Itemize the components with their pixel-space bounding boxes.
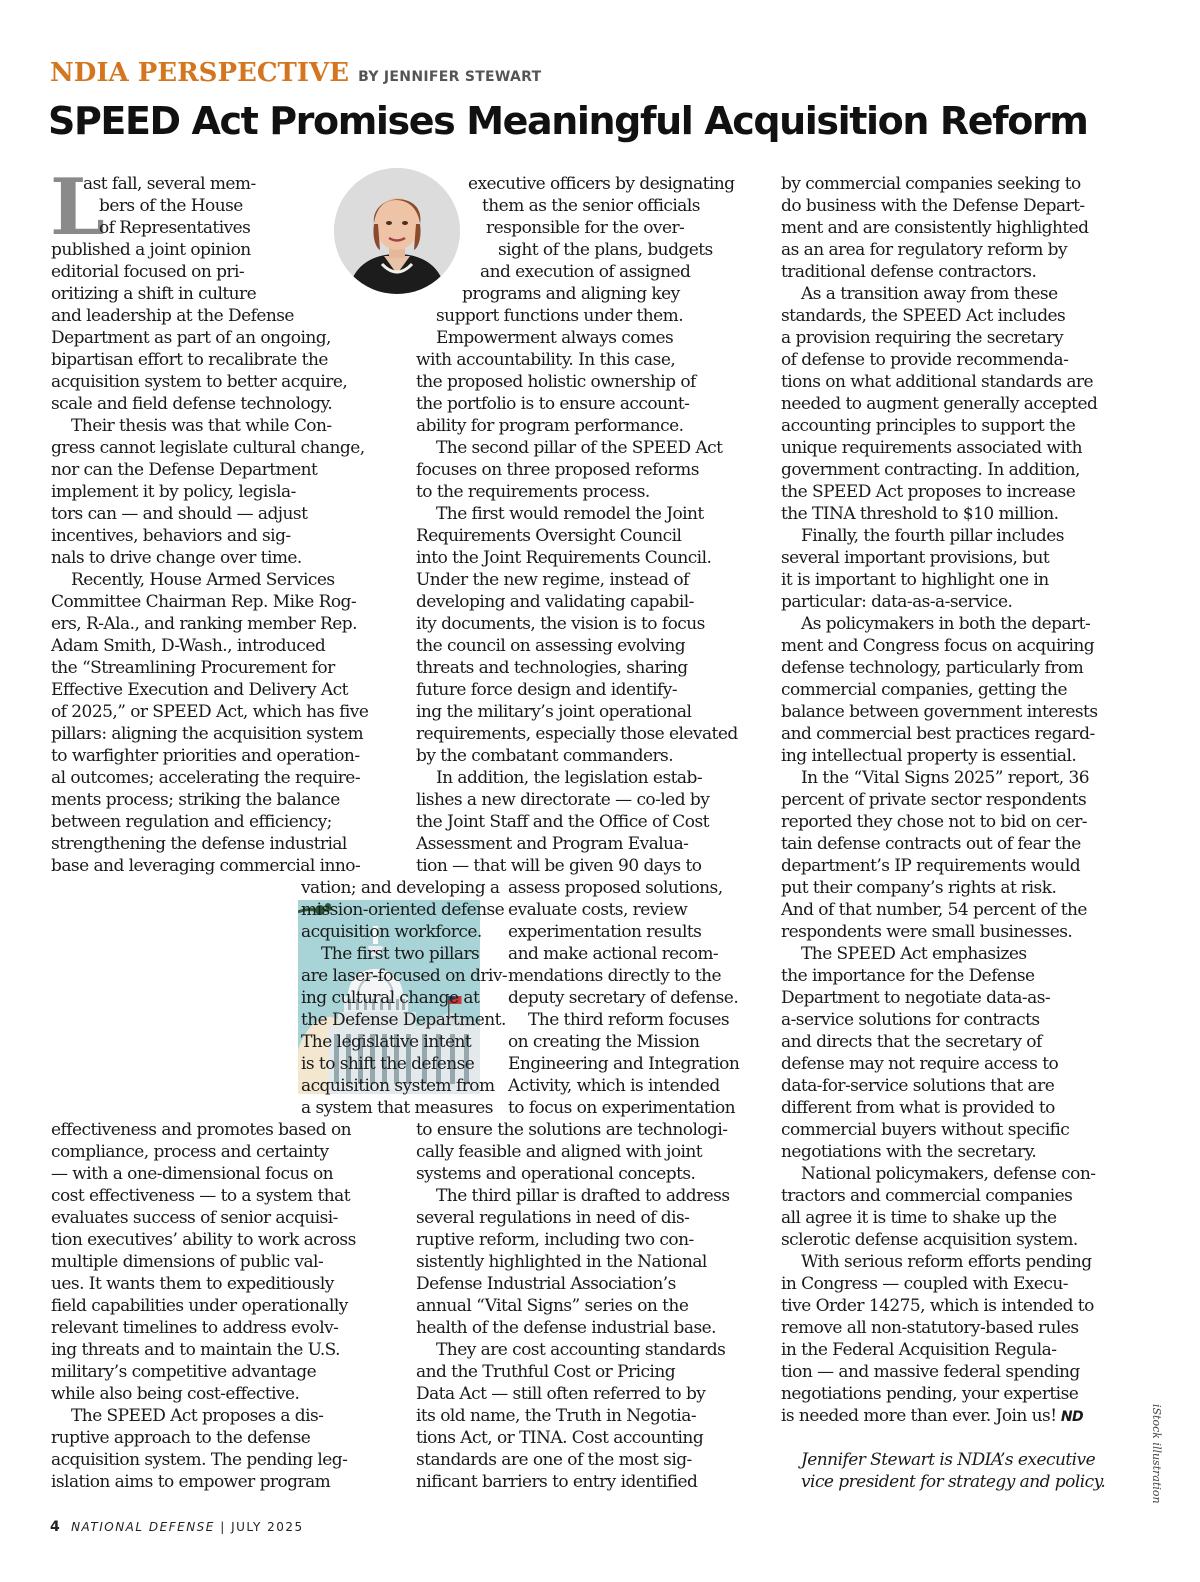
text-line: to focus on experimentation [508, 1098, 736, 1118]
text-line: by the combatant commanders. [416, 746, 674, 766]
text-line: ruptive reform, including two con- [416, 1230, 694, 1250]
text-line: Empowerment always comes [436, 328, 674, 348]
text-line: a system that measures [301, 1098, 493, 1118]
text-line: threats and technologies, sharing [416, 658, 688, 678]
text-line: defense technology, particularly from [781, 658, 1084, 678]
text-line: traditional defense contractors. [781, 262, 1037, 282]
text-line: islation aims to empower program [51, 1472, 331, 1492]
text-line: are laser-focused on driv- [301, 966, 508, 986]
text-line: The SPEED Act proposes a dis- [71, 1406, 324, 1426]
text-line: different from what is provided to [781, 1098, 1055, 1118]
text-line: tion — and massive federal spending [781, 1362, 1080, 1382]
photo-credit [1143, 1404, 1169, 1504]
column-2 [416, 173, 739, 1493]
text-line: acquisition system. The pending leg- [51, 1450, 348, 1470]
section-label: NDIA PERSPECTIVE [50, 58, 350, 88]
text-line: sight of the plans, budgets [498, 240, 713, 260]
text-line: future force design and identify- [416, 680, 678, 700]
text-line: ues. It wants them to expeditiously [51, 1274, 334, 1294]
text-line: and commercial best practices regard- [781, 724, 1095, 744]
text-line: executive officers by designating [468, 174, 735, 194]
text-line: The third reform focuses [528, 1010, 730, 1030]
text-line: editorial focused on pri- [51, 262, 245, 282]
page-number: 4 [50, 1519, 60, 1535]
text-line: lishes a new directorate — co-led by [416, 790, 710, 810]
text-line: the Defense Department. [301, 1010, 506, 1030]
text-line: government contracting. In addition, [781, 460, 1080, 480]
text-line: Activity, which is intended [508, 1076, 720, 1096]
text-line: gress cannot legislate cultural change, [51, 438, 365, 458]
text-line: published a joint opinion [51, 240, 251, 260]
text-line: — with a one-dimensional focus on [51, 1164, 334, 1184]
photo-credit-text: iStock illustration [1150, 1404, 1163, 1504]
text-line: tain defense contracts out of fear the [781, 834, 1081, 854]
text-line: With serious reform efforts pending [801, 1252, 1092, 1272]
text-line: Under the new regime, instead of [416, 570, 689, 590]
text-line: Finally, the fourth pillar includes [801, 526, 1064, 546]
text-line: acquisition system to better acquire, [51, 372, 348, 392]
text-line: while also being cost-effective. [51, 1384, 300, 1404]
footer-separator: | [220, 1520, 226, 1534]
text-line: strengthening the defense industrial [51, 834, 347, 854]
text-line: Data Act — still often referred to by [416, 1384, 706, 1404]
text-line: The first would remodel the Joint [436, 504, 704, 524]
text-line: department’s IP requirements would [781, 856, 1081, 876]
column-3 [781, 173, 1105, 1493]
text-line: Defense Industrial Association’s [416, 1274, 676, 1294]
text-line: responsible for the over- [486, 218, 685, 238]
text-line: relevant timelines to address evolv- [51, 1318, 339, 1338]
issue-date: JULY 2025 [231, 1520, 304, 1534]
text-line: The second pillar of the SPEED Act [436, 438, 723, 458]
text-line: sistently highlighted in the National [416, 1252, 707, 1272]
text-line: tors can — and should — adjust [51, 504, 308, 524]
text-line: tion — that will be given 90 days to [416, 856, 702, 876]
text-line: requirements, especially those elevated [416, 724, 738, 744]
text-line: assess proposed solutions, [508, 878, 723, 898]
text-line: In the “Vital Signs 2025” report, 36 [801, 768, 1090, 788]
text-line: Jennifer Stewart is NDIA’s executive [801, 1450, 1096, 1470]
text-line: sclerotic defense acquisition system. [781, 1230, 1078, 1250]
text-line: data-for-service solutions that are [781, 1076, 1055, 1096]
text-line: balance between government interests [781, 702, 1098, 722]
text-line: put their company’s rights at risk. [781, 878, 1057, 898]
text-line: pillars: aligning the acquisition system [51, 724, 364, 744]
text-line: them as the senior officials [482, 196, 700, 216]
text-line: The SPEED Act emphasizes [801, 944, 1027, 964]
text-line: reported they chose not to bid on cer- [781, 812, 1087, 832]
text-line: respondents were small businesses. [781, 922, 1073, 942]
text-line: annual “Vital Signs” series on the [416, 1296, 689, 1316]
text-line: mission-oriented defense [301, 900, 505, 920]
text-line: standards are one of the most sig- [416, 1450, 692, 1470]
text-line: between regulation and efficiency; [51, 812, 332, 832]
text-line: effectiveness and promotes based on [51, 1120, 352, 1140]
text-line: experimentation results [508, 922, 702, 942]
text-line: the importance for the Defense [781, 966, 1035, 986]
text-line: and the Truthful Cost or Pricing [416, 1362, 676, 1382]
text-line: percent of private sector respondents [781, 790, 1087, 810]
text-line: ments process; striking the balance [51, 790, 340, 810]
text-line: tions Act, or TINA. Cost accounting [416, 1428, 704, 1448]
drop-cap: L [50, 162, 105, 253]
text-line: compliance, process and certainty [51, 1142, 329, 1162]
text-line: several regulations in need of dis- [416, 1208, 690, 1228]
text-line: Effective Execution and Delivery Act [51, 680, 348, 700]
text-line: and make actional recom- [508, 944, 719, 964]
text-line: commercial buyers without specific [781, 1120, 1070, 1140]
text-line: ing threats and to maintain the U.S. [51, 1340, 341, 1360]
text-line: acquisition system from [301, 1076, 495, 1096]
text-line: deputy secretary of defense. [508, 988, 739, 1008]
text-line: ability for program performance. [416, 416, 684, 436]
text-line: mendations directly to the [508, 966, 722, 986]
text-line: in the Federal Acquisition Regula- [781, 1340, 1057, 1360]
text-line: programs and aligning key [462, 284, 680, 304]
text-line: standards, the SPEED Act includes [781, 306, 1066, 326]
text-line: In addition, the legislation estab- [436, 768, 703, 788]
text-line: base and leveraging commercial inno- [51, 856, 361, 876]
text-line: cost effectiveness — to a system that [51, 1186, 351, 1206]
text-line: They are cost accounting standards [436, 1340, 726, 1360]
text-line: tions on what additional standards are [781, 372, 1094, 392]
text-line: al outcomes; accelerating the require- [51, 768, 361, 788]
text-line: support functions under them. [436, 306, 684, 326]
text-line: as an area for regulatory reform by [781, 240, 1068, 260]
text-line: particular: data-as-a-service. [781, 592, 1013, 612]
text-line: cally feasible and aligned with joint [416, 1142, 703, 1162]
text-line: the SPEED Act proposes to increase [781, 482, 1076, 502]
text-line: oritizing a shift in culture [51, 284, 257, 304]
publication-name: NATIONAL DEFENSE [71, 1520, 215, 1534]
text-line: evaluate costs, review [508, 900, 688, 920]
text-line: several important provisions, but [781, 548, 1050, 568]
text-line: Department as part of an ongoing, [51, 328, 331, 348]
section-kicker [50, 58, 541, 88]
text-line: of Representatives [99, 218, 251, 238]
text-line: ing the military’s joint operational [416, 702, 692, 722]
text-line: ruptive approach to the defense [51, 1428, 311, 1448]
text-line: implement it by policy, legisla- [51, 482, 296, 502]
text-line: ing cultural change at [301, 988, 480, 1008]
text-line: to the requirements process. [416, 482, 650, 502]
text-line: ment and are consistently highlighted [781, 218, 1089, 238]
text-line: As a transition away from these [801, 284, 1058, 304]
text-line: defense may not require access to [781, 1054, 1059, 1074]
text-line: all agree it is time to shake up the [781, 1208, 1057, 1228]
page-footer [50, 1519, 304, 1535]
text-line: the “Streamlining Procurement for [51, 658, 335, 678]
text-line: do business with the Defense Depart- [781, 196, 1085, 216]
text-line: remove all non-statutory-based rules [781, 1318, 1079, 1338]
byline: BY JENNIFER STEWART [358, 69, 542, 85]
text-line: negotiations pending, your expertise [781, 1384, 1079, 1404]
text-line: a-service solutions for contracts [781, 1010, 1040, 1030]
text-line: it is important to highlight one in [781, 570, 1049, 590]
text-line: health of the defense industrial base. [416, 1318, 716, 1338]
text-line: Assessment and Program Evalua- [416, 834, 689, 854]
text-line: ment and Congress focus on acquiring [781, 636, 1095, 656]
text-line: Their thesis was that while Con- [71, 416, 332, 436]
text-line: ity documents, the vision is to focus [416, 614, 705, 634]
text-line: ing intellectual property is essential. [781, 746, 1077, 766]
text-line: As policymakers in both the depart- [801, 614, 1091, 634]
text-line: with accountability. In this case, [416, 350, 676, 370]
text-line [781, 1427, 1105, 1449]
text-line: the portfolio is to ensure account- [416, 394, 690, 414]
text-line: of defense to provide recommenda- [781, 350, 1069, 370]
text-line: the TINA threshold to $10 million. [781, 504, 1059, 524]
text-line: nificant barriers to entry identified [416, 1472, 698, 1492]
text-line: on creating the Mission [508, 1032, 700, 1052]
text-line: needed to augment generally accepted [781, 394, 1098, 414]
text-line: nals to drive change over time. [51, 548, 302, 568]
headline: SPEED Act Promises Meaningful Acquisition Reform [48, 99, 1088, 143]
text-line: Recently, House Armed Services [71, 570, 335, 590]
text-line: tion executives’ ability to work across [51, 1230, 356, 1250]
text-line: accounting principles to support the [781, 416, 1076, 436]
text-line: Department to negotiate data-as- [781, 988, 1051, 1008]
text-line: military’s competitive advantage [51, 1362, 317, 1382]
text-line: focuses on three proposed reforms [416, 460, 699, 480]
text-line: multiple dimensions of public val- [51, 1252, 324, 1272]
text-line: National policymakers, defense con- [801, 1164, 1096, 1184]
text-line: to ensure the solutions are technologi- [416, 1120, 728, 1140]
text-line: commercial companies, getting the [781, 680, 1067, 700]
text-line: unique requirements associated with [781, 438, 1082, 458]
text-line: in Congress — coupled with Execu- [781, 1274, 1068, 1294]
text-line: of 2025,” or SPEED Act, which has five [51, 702, 369, 722]
text-line: the Joint Staff and the Office of Cost [416, 812, 709, 832]
text-line: The first two pillars [321, 944, 480, 964]
text-line: a provision requiring the secretary [781, 328, 1064, 348]
text-line: and directs that the secretary of [781, 1032, 1042, 1052]
text-line: and execution of assigned [480, 262, 691, 282]
text-line: and leadership at the Defense [51, 306, 294, 326]
text-line: bers of the House [99, 196, 243, 216]
text-line: tive Order 14275, which is intended to [781, 1296, 1094, 1316]
text-line: tractors and commercial companies [781, 1186, 1073, 1206]
text-line: into the Joint Requirements Council. [416, 548, 712, 568]
text-line: by commercial companies seeking to [781, 174, 1081, 194]
text-line: systems and operational concepts. [416, 1164, 696, 1184]
text-line: developing and validating capabil- [416, 592, 694, 612]
text-line: Engineering and Integration [508, 1054, 740, 1074]
text-line: the proposed holistic ownership of [416, 372, 696, 392]
text-line: vation; and developing a [301, 878, 500, 898]
text-line: incentives, behaviors and sig- [51, 526, 291, 546]
text-line: vice president for strategy and policy. [801, 1472, 1106, 1492]
text-line: field capabilities under operationally [51, 1296, 348, 1316]
text-line: its old name, the Truth in Negotia- [416, 1406, 697, 1426]
text-line: ast fall, several mem- [83, 174, 256, 194]
text-line: acquisition workforce. [301, 922, 482, 942]
text-line: evaluates success of senior acquisi- [51, 1208, 338, 1228]
text-line: bipartisan effort to recalibrate the [51, 350, 328, 370]
text-line: the council on assessing evolving [416, 636, 686, 656]
text-line: is to shift the defense [301, 1054, 475, 1074]
text-line: ers, R-Ala., and ranking member Rep. [51, 614, 357, 634]
text-line: Requirements Oversight Council [416, 526, 682, 546]
text-line: negotiations with the secretary. [781, 1142, 1037, 1162]
text-line: to warfighter priorities and operation- [51, 746, 360, 766]
text-line: Committee Chairman Rep. Mike Rog- [51, 592, 357, 612]
text-line: is needed more than ever. Join us! ND [781, 1406, 1084, 1426]
text-line: The legislative intent [301, 1032, 472, 1052]
end-mark: ND [1056, 1409, 1084, 1425]
text-line: scale and field defense technology. [51, 394, 333, 414]
text-line: Adam Smith, D-Wash., introduced [51, 636, 326, 656]
text-line: The third pillar is drafted to address [436, 1186, 730, 1206]
text-line: And of that number, 54 percent of the [781, 900, 1087, 920]
text-line: nor can the Defense Department [51, 460, 318, 480]
